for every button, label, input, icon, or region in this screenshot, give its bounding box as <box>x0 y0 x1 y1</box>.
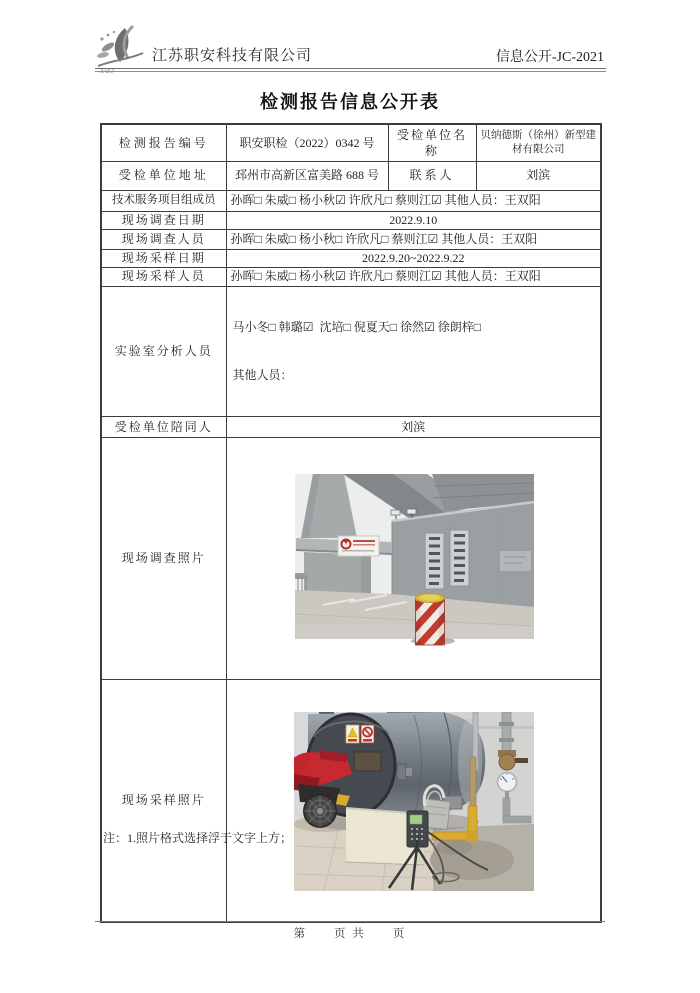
survey-photo-label: 现场调查照片 <box>101 438 226 680</box>
survey-date-value: 2022.9.10 <box>226 211 601 229</box>
table-row <box>101 124 601 161</box>
sampling-photo-label: 现场采样照片 <box>101 680 226 922</box>
lab-staff-value <box>226 286 601 417</box>
footer-page-text: 第 页 共 页 <box>293 928 407 940</box>
table-row <box>101 286 601 417</box>
report-no-value: 职安职检（2022）0342 号 <box>226 124 388 161</box>
team-members-value: 孙晖□ 朱威□ 杨小秋☑ 许欣凡□ 蔡则江☑ 其他人员：王双阳 <box>226 190 601 211</box>
table-row <box>101 417 601 438</box>
info-table <box>100 123 602 923</box>
table-row <box>101 190 601 211</box>
table-row <box>101 249 601 267</box>
sampling-date-value: 2022.9.20~2022.9.22 <box>226 249 601 267</box>
survey-staff-value: 孙晖□ 朱威□ 杨小秋□ 许欣凡□ 蔡则江☑ 其他人员：王双阳 <box>226 229 601 249</box>
footnote: 注：1.照片格式选择浮于文字上方； <box>103 831 293 845</box>
site-survey-photo <box>295 474 534 646</box>
report-no-label: 检测报告编号 <box>101 124 226 161</box>
footer-rule <box>95 921 605 922</box>
doc-code: 信息公开-JC-2021 <box>495 50 604 65</box>
sampling-date-label: 现场采样日期 <box>101 249 226 267</box>
page-title: 检测报告信息公开表 <box>260 92 440 112</box>
survey-photo-cell <box>226 438 601 680</box>
org-name-label: 受检单位名称 <box>388 124 476 161</box>
address-value: 邳州市高新区富美路 688 号 <box>226 161 388 190</box>
header-rule <box>95 68 606 72</box>
lab-staff-line2: 其他人员： <box>232 368 293 383</box>
site-sampling-photo <box>294 712 534 891</box>
company-name: 江苏职安科技有限公司 <box>152 48 313 64</box>
companion-value: 刘滨 <box>226 417 601 438</box>
survey-staff-label: 现场调查人员 <box>101 229 226 249</box>
contact-label: 联系人 <box>388 161 476 190</box>
lab-staff-line1: 马小冬□ 韩璐☑ 沈培□ 倪夏天□ 徐然☑ 徐朗梓□ <box>232 319 482 334</box>
table-row <box>101 438 601 680</box>
table-row <box>101 161 601 190</box>
survey-date-label: 现场调查日期 <box>101 211 226 229</box>
companion-label: 受检单位陪同人 <box>101 417 226 438</box>
logo-subtext: ZAKJ <box>100 69 114 75</box>
sampling-staff-label: 现场采样人员 <box>101 267 226 286</box>
lab-staff-label: 实验室分析人员 <box>101 286 226 417</box>
address-label: 受检单位地址 <box>101 161 226 190</box>
sampling-staff-value: 孙晖□ 朱威□ 杨小秋☑ 许欣凡□ 蔡则江☑ 其他人员：王双阳 <box>226 267 601 286</box>
table-row <box>101 211 601 229</box>
org-name-value: 贝纳德斯（徐州）新型建材有限公司 <box>476 124 601 161</box>
table-row <box>101 680 601 922</box>
table-row <box>101 267 601 286</box>
team-label: 技术服务项目组成员 <box>101 190 226 211</box>
sampling-photo-cell <box>226 680 601 922</box>
contact-value: 刘滨 <box>476 161 601 190</box>
table-row <box>101 229 601 249</box>
